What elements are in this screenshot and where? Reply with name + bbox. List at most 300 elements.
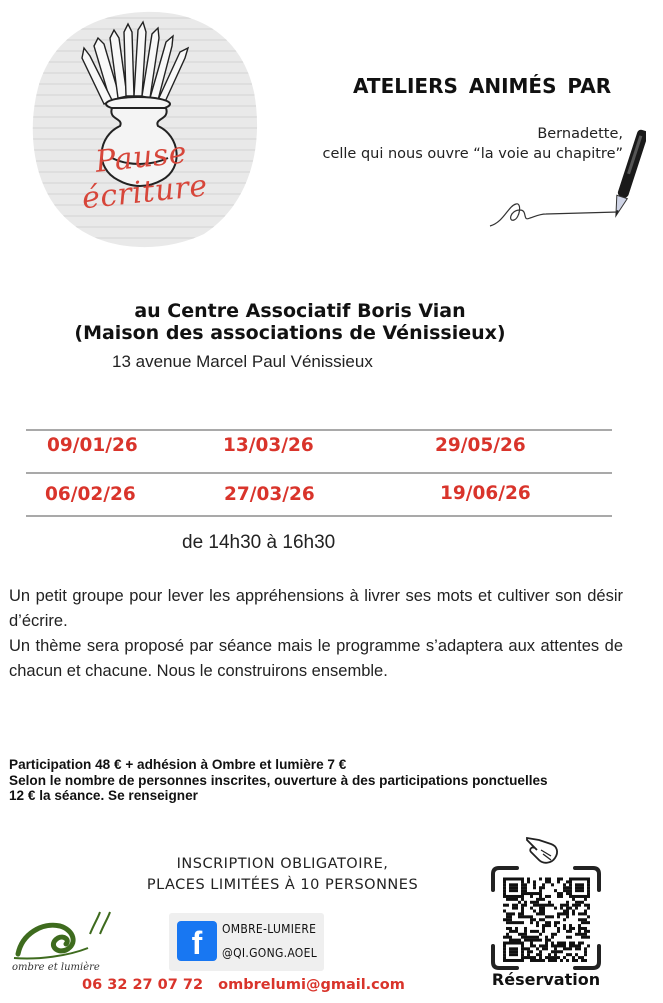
qr-module — [587, 936, 590, 939]
qr-module — [512, 898, 515, 901]
qr-module — [557, 930, 560, 933]
qr-module — [575, 959, 578, 962]
qr-module — [509, 947, 512, 950]
qr-module — [560, 878, 563, 881]
qr-module — [545, 878, 548, 881]
qr-module — [584, 898, 587, 901]
qr-module — [542, 886, 545, 889]
qr-module — [533, 959, 536, 962]
qr-module — [584, 912, 587, 915]
qr-module — [548, 939, 551, 942]
qr-module — [551, 956, 554, 959]
qr-module — [575, 907, 578, 910]
divider — [26, 472, 612, 474]
qr-module — [542, 898, 545, 901]
qr-module — [554, 889, 557, 892]
qr-module — [569, 907, 572, 910]
qr-module — [506, 878, 509, 881]
qr-module — [515, 927, 518, 930]
qr-module — [521, 904, 524, 907]
qr-module — [521, 910, 524, 913]
session-hours: de 14h30 à 16h30 — [182, 532, 336, 553]
qr-module — [581, 895, 584, 898]
qr-module — [575, 878, 578, 881]
qr-module — [509, 950, 512, 953]
qr-module — [503, 936, 506, 939]
contact-line — [82, 977, 415, 993]
fees-line: Selon le nombre de personnes inscrites, ouverture à des participations ponctuelles — [9, 772, 548, 788]
qr-module — [512, 889, 515, 892]
fees-line: 12 € la séance. Se renseigner — [9, 788, 198, 803]
qr-module — [506, 921, 509, 924]
qr-module — [530, 921, 533, 924]
qr-module — [587, 904, 590, 907]
qr-module — [509, 936, 512, 939]
qr-module — [539, 950, 542, 953]
qr-module — [572, 912, 575, 915]
qr-module — [581, 883, 584, 886]
qr-module — [551, 883, 554, 886]
qr-module — [578, 904, 581, 907]
qr-module — [578, 944, 581, 947]
qr-module — [509, 921, 512, 924]
qr-module — [536, 959, 539, 962]
qr-module — [572, 956, 575, 959]
qr-module — [560, 942, 563, 945]
qr-module — [539, 912, 542, 915]
qr-module — [560, 959, 563, 962]
qr-module — [542, 947, 545, 950]
qr-module — [554, 953, 557, 956]
qr-module — [515, 953, 518, 956]
qr-module — [515, 907, 518, 910]
qr-module — [515, 950, 518, 953]
qr-module — [518, 959, 521, 962]
qr-module — [512, 939, 515, 942]
qr-module — [566, 889, 569, 892]
qr-module — [542, 883, 545, 886]
qr-module — [554, 947, 557, 950]
qr-module — [515, 889, 518, 892]
qr-module — [503, 944, 506, 947]
divider — [26, 515, 612, 517]
qr-module — [542, 959, 545, 962]
session-date: 13/03/26 — [223, 435, 314, 456]
qr-module — [572, 904, 575, 907]
qr-module — [509, 915, 512, 918]
venue-name: au Centre Associatif Boris Vian — [134, 300, 466, 322]
qr-module — [584, 933, 587, 936]
reservation-label: Réservation — [491, 970, 601, 989]
qr-module — [545, 936, 548, 939]
qr-module — [572, 895, 575, 898]
qr-module — [578, 889, 581, 892]
qr-module — [551, 950, 554, 953]
qr-module — [584, 921, 587, 924]
qr-module — [521, 886, 524, 889]
qr-module — [509, 889, 512, 892]
qr-module — [539, 918, 542, 921]
qr-module — [563, 889, 566, 892]
qr-module — [569, 927, 572, 930]
qr-module — [551, 942, 554, 945]
qr-module — [512, 959, 515, 962]
qr-module — [584, 950, 587, 953]
qr-module — [548, 921, 551, 924]
qr-module — [524, 892, 527, 895]
qr-module — [506, 915, 509, 918]
qr-module — [521, 895, 524, 898]
qr-module — [503, 959, 506, 962]
qr-module — [518, 939, 521, 942]
qr-module — [503, 892, 506, 895]
qr-module — [548, 904, 551, 907]
qr-module — [512, 921, 515, 924]
qr-module — [512, 912, 515, 915]
qr-module — [578, 927, 581, 930]
qr-module — [548, 959, 551, 962]
qr-module — [509, 886, 512, 889]
qr-module — [557, 878, 560, 881]
qr-module — [527, 892, 530, 895]
qr-module — [578, 942, 581, 945]
description-paragraph: Un petit groupe pour lever les appréhensions à livrer ses mots et cultiver son désir d’écrire. — [9, 587, 623, 630]
qr-module — [542, 912, 545, 915]
qr-module — [530, 956, 533, 959]
qr-module — [545, 939, 548, 942]
qr-module — [578, 886, 581, 889]
qr-module — [569, 924, 572, 927]
qr-module — [578, 947, 581, 950]
qr-module — [536, 892, 539, 895]
qr-module — [527, 936, 530, 939]
qr-module — [503, 950, 506, 953]
qr-module — [530, 918, 533, 921]
qr-module — [533, 883, 536, 886]
qr-module — [545, 947, 548, 950]
qr-module — [527, 953, 530, 956]
qr-module — [584, 910, 587, 913]
session-date: 27/03/26 — [224, 484, 315, 505]
fees-line: Participation 48 € + adhésion à Ombre et lumière 7 € — [9, 757, 347, 772]
qr-module — [545, 944, 548, 947]
divider — [26, 429, 612, 431]
qr-module — [581, 927, 584, 930]
qr-module — [551, 915, 554, 918]
qr-module — [569, 944, 572, 947]
qr-module — [578, 878, 581, 881]
inscription-notice — [120, 854, 445, 896]
qr-module — [581, 959, 584, 962]
qr-module — [569, 878, 572, 881]
qr-module — [563, 883, 566, 886]
qr-module — [545, 915, 548, 918]
qr-module — [536, 912, 539, 915]
qr-module — [578, 895, 581, 898]
qr-module — [527, 939, 530, 942]
qr-module — [563, 924, 566, 927]
qr-module — [503, 904, 506, 907]
qr-module — [509, 912, 512, 915]
qr-module — [524, 883, 527, 886]
qr-module — [533, 936, 536, 939]
qr-module — [506, 936, 509, 939]
qr-module — [518, 921, 521, 924]
facebook-icon[interactable]: f — [177, 921, 217, 961]
qr-module — [581, 901, 584, 904]
qr-module — [548, 953, 551, 956]
qr-module — [587, 886, 590, 889]
qr-module — [524, 939, 527, 942]
qr-module — [530, 959, 533, 962]
qr-code[interactable] — [502, 877, 590, 963]
qr-module — [533, 880, 536, 883]
qr-module — [518, 895, 521, 898]
qr-module — [509, 878, 512, 881]
email-address[interactable]: ombrelumi@gmail.com — [218, 977, 405, 993]
ol-logo-text: ombre et lumière — [12, 962, 100, 973]
qr-module — [548, 895, 551, 898]
qr-module — [533, 892, 536, 895]
qr-module — [521, 898, 524, 901]
qr-module — [503, 942, 506, 945]
qr-module — [521, 944, 524, 947]
qr-module — [512, 950, 515, 953]
author-block — [263, 124, 623, 164]
qr-module — [521, 889, 524, 892]
qr-module — [551, 944, 554, 947]
qr-module — [518, 933, 521, 936]
qr-module — [569, 895, 572, 898]
qr-module — [503, 883, 506, 886]
qr-module — [566, 907, 569, 910]
qr-module — [545, 895, 548, 898]
qr-module — [587, 880, 590, 883]
qr-module — [563, 912, 566, 915]
qr-module — [536, 904, 539, 907]
qr-module — [587, 878, 590, 881]
qr-module — [515, 930, 518, 933]
qr-module — [515, 895, 518, 898]
qr-module — [557, 921, 560, 924]
qr-module — [533, 944, 536, 947]
qr-module — [560, 904, 563, 907]
facebook-handle[interactable]: @QI.GONG.AOEL — [222, 946, 318, 960]
qr-module — [524, 889, 527, 892]
qr-module — [575, 889, 578, 892]
qr-module — [569, 889, 572, 892]
qr-module — [557, 950, 560, 953]
qr-module — [512, 953, 515, 956]
qr-module — [563, 886, 566, 889]
qr-module — [587, 889, 590, 892]
qr-module — [509, 942, 512, 945]
session-date: 06/02/26 — [45, 484, 136, 505]
qr-module — [554, 924, 557, 927]
qr-module — [521, 953, 524, 956]
inscription-line: INSCRIPTION OBLIGATOIRE, — [176, 856, 389, 872]
qr-module — [581, 942, 584, 945]
qr-module — [506, 933, 509, 936]
qr-module — [503, 889, 506, 892]
qr-module — [506, 927, 509, 930]
phone-number[interactable]: 06 32 27 07 72 — [82, 977, 204, 993]
qr-module — [551, 904, 554, 907]
qr-module — [578, 930, 581, 933]
qr-module — [587, 907, 590, 910]
qr-module — [581, 921, 584, 924]
qr-module — [530, 930, 533, 933]
qr-module — [539, 944, 542, 947]
qr-module — [509, 939, 512, 942]
qr-module — [518, 901, 521, 904]
qr-module — [587, 944, 590, 947]
qr-module — [524, 915, 527, 918]
qr-module — [536, 930, 539, 933]
qr-module — [569, 930, 572, 933]
facebook-page-name[interactable]: OMBRE-LUMIERE — [222, 922, 317, 936]
qr-module — [566, 947, 569, 950]
qr-module — [524, 947, 527, 950]
qr-module — [512, 878, 515, 881]
qr-module — [512, 883, 515, 886]
qr-module — [545, 942, 548, 945]
qr-module — [506, 895, 509, 898]
qr-module — [509, 930, 512, 933]
qr-module — [515, 878, 518, 881]
qr-module — [515, 939, 518, 942]
qr-module — [506, 912, 509, 915]
inscription-line: PLACES LIMITÉES À 10 PERSONNES — [146, 877, 419, 893]
qr-module — [575, 883, 578, 886]
qr-module — [563, 956, 566, 959]
qr-module — [581, 878, 584, 881]
fees-block — [9, 757, 659, 804]
qr-module — [563, 918, 566, 921]
qr-module — [521, 883, 524, 886]
qr-module — [575, 895, 578, 898]
qr-module — [542, 904, 545, 907]
qr-module — [530, 895, 533, 898]
qr-module — [587, 895, 590, 898]
qr-module — [527, 915, 530, 918]
qr-module — [545, 921, 548, 924]
qr-module — [560, 912, 563, 915]
qr-module — [521, 942, 524, 945]
qr-module — [566, 904, 569, 907]
description — [9, 584, 623, 684]
qr-module — [542, 910, 545, 913]
qr-module — [503, 910, 506, 913]
qr-module — [506, 959, 509, 962]
qr-module — [554, 944, 557, 947]
session-date: 19/06/26 — [440, 483, 531, 504]
qr-module — [569, 886, 572, 889]
qr-module — [518, 915, 521, 918]
qr-module — [530, 907, 533, 910]
qr-module — [584, 918, 587, 921]
qr-module — [575, 886, 578, 889]
qr-module — [521, 933, 524, 936]
qr-module — [530, 915, 533, 918]
page-title: ATELIERS ANIMÉS PAR — [353, 74, 612, 98]
qr-module — [581, 886, 584, 889]
qr-module — [539, 953, 542, 956]
qr-module — [587, 930, 590, 933]
qr-module — [575, 901, 578, 904]
qr-module — [539, 910, 542, 913]
qr-module — [563, 927, 566, 930]
qr-module — [557, 944, 560, 947]
qr-module — [503, 956, 506, 959]
qr-module — [533, 930, 536, 933]
qr-module — [542, 924, 545, 927]
qr-module — [578, 901, 581, 904]
qr-module — [578, 956, 581, 959]
qr-module — [581, 956, 584, 959]
qr-module — [527, 947, 530, 950]
qr-module — [503, 953, 506, 956]
qr-module — [569, 883, 572, 886]
session-date: 29/05/26 — [435, 435, 526, 456]
qr-module — [560, 895, 563, 898]
qr-module — [551, 959, 554, 962]
qr-module — [521, 880, 524, 883]
qr-module — [557, 880, 560, 883]
venue-address: 13 avenue Marcel Paul Vénissieux — [112, 352, 373, 371]
qr-module — [536, 939, 539, 942]
qr-module — [542, 927, 545, 930]
qr-module — [527, 956, 530, 959]
qr-module — [548, 956, 551, 959]
qr-module — [539, 878, 542, 881]
qr-module — [581, 936, 584, 939]
qr-module — [542, 907, 545, 910]
qr-module — [518, 912, 521, 915]
qr-module — [521, 936, 524, 939]
qr-module — [554, 950, 557, 953]
qr-module — [578, 924, 581, 927]
qr-module — [572, 898, 575, 901]
qr-module — [557, 956, 560, 959]
qr-module — [554, 956, 557, 959]
qr-module — [566, 936, 569, 939]
qr-module — [530, 950, 533, 953]
qr-module — [506, 918, 509, 921]
qr-module — [566, 912, 569, 915]
qr-module — [536, 921, 539, 924]
qr-module — [533, 886, 536, 889]
qr-module — [566, 886, 569, 889]
qr-module — [503, 880, 506, 883]
qr-module — [527, 878, 530, 881]
qr-module — [560, 950, 563, 953]
qr-module — [566, 910, 569, 913]
qr-module — [566, 892, 569, 895]
qr-module — [575, 953, 578, 956]
qr-module — [569, 942, 572, 945]
qr-module — [521, 915, 524, 918]
qr-module — [572, 944, 575, 947]
qr-module — [524, 927, 527, 930]
description-paragraph: Un thème sera proposé par séance mais le programme s’adaptera aux attentes de chacun et chacune. Nous le construirons ensemble. — [9, 637, 623, 680]
qr-module — [524, 901, 527, 904]
qr-module — [530, 901, 533, 904]
venue-subtitle: (Maison des associations de Vénissieux) — [74, 322, 506, 344]
qr-module — [551, 933, 554, 936]
qr-module — [587, 921, 590, 924]
qr-module — [557, 915, 560, 918]
